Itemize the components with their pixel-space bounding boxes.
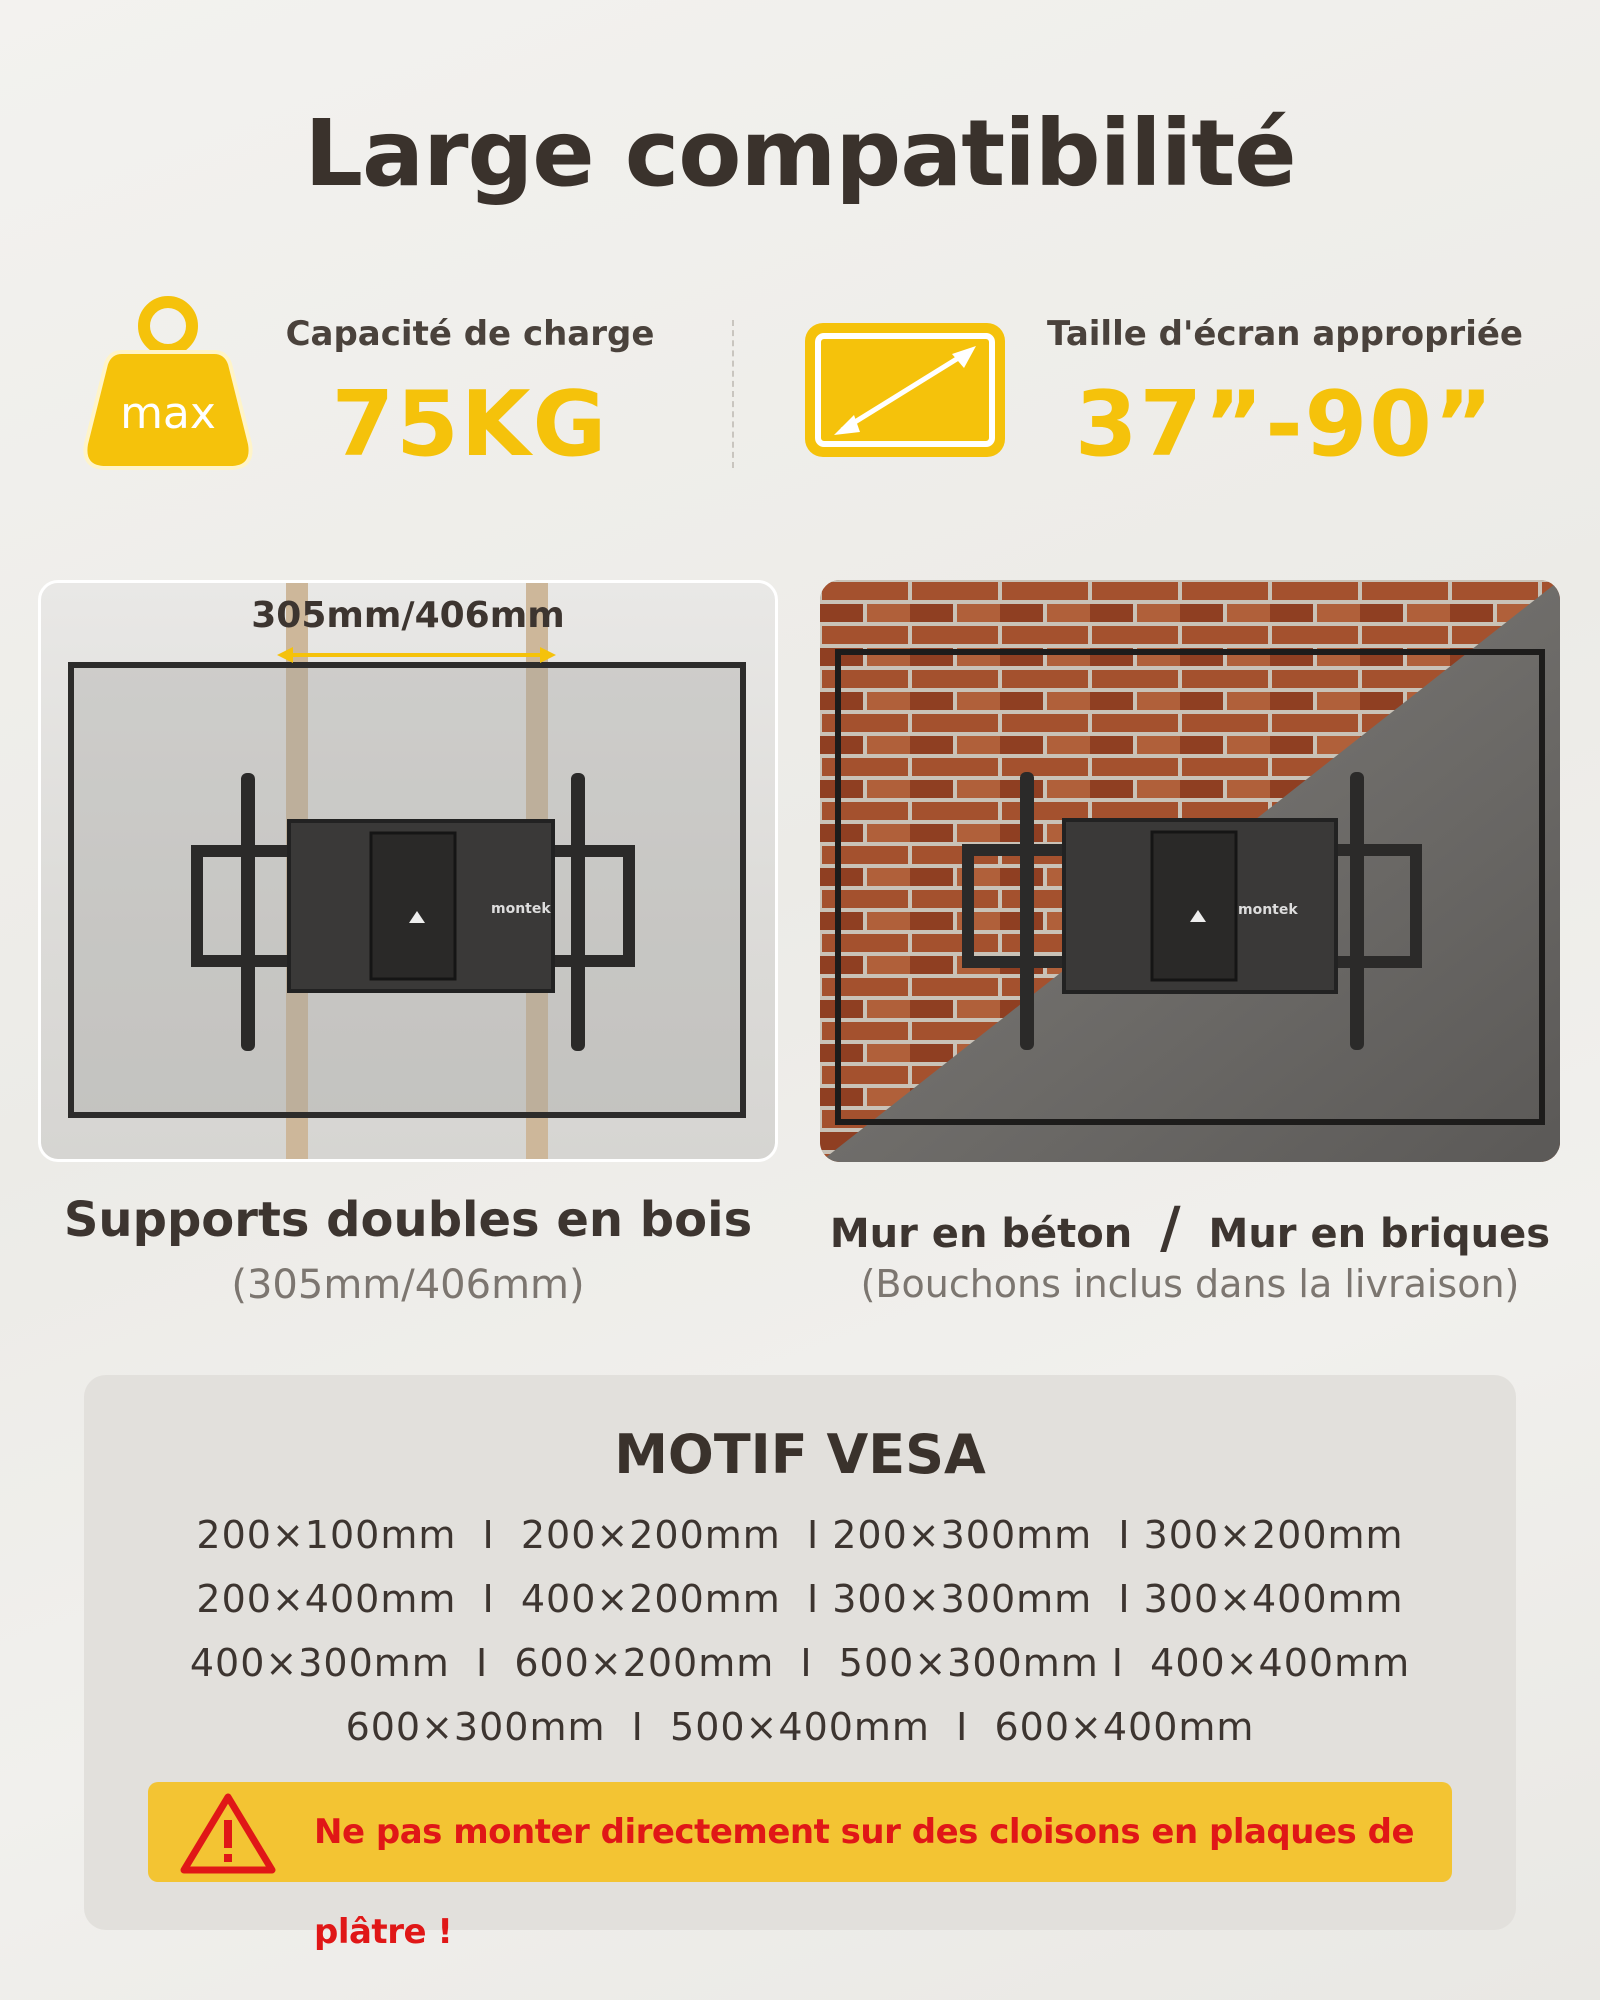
drywall-warning-text: Ne pas monter directement sur des cloisons en plaques de plâtre ! bbox=[314, 1812, 1415, 1952]
vesa-title: MOTIF VESA bbox=[614, 1423, 986, 1486]
mount-brand-logo: montek bbox=[491, 901, 551, 917]
wood-studs-subcaption: (305mm/406mm) bbox=[231, 1262, 585, 1308]
screen-size-value: 37”-90” bbox=[1074, 372, 1496, 477]
load-capacity-label: Capacité de charge bbox=[285, 314, 655, 354]
stud-spacing-measure: 305mm/406mm bbox=[251, 595, 565, 636]
wall-types-subcaption: (Bouchons inclus dans la livraison) bbox=[860, 1262, 1520, 1306]
wall-types-image bbox=[820, 580, 1560, 1162]
screen-size-label: Taille d'écran appropriée bbox=[1047, 314, 1523, 354]
wood-studs-caption: Supports doubles en bois bbox=[63, 1192, 753, 1248]
vesa-row: 600×300mm I 500×400mm I 600×400mm bbox=[345, 1705, 1255, 1749]
load-capacity-value: 75KG bbox=[331, 372, 609, 477]
drywall-warning-banner bbox=[148, 1782, 1452, 1952]
vesa-row: 200×400mm I 400×200mm I 300×300mm I 300×400mm bbox=[196, 1577, 1404, 1621]
spec-divider bbox=[732, 320, 734, 468]
weight-badge: max bbox=[120, 388, 216, 439]
vesa-pattern-box bbox=[84, 1375, 1516, 1952]
concrete-wall-label: Mur en béton bbox=[829, 1211, 1133, 1257]
wood-studs-image bbox=[38, 580, 778, 1162]
vesa-row: 200×100mm I 200×200mm I 200×300mm I 300×200mm bbox=[196, 1513, 1404, 1557]
wall-types-caption bbox=[820, 1196, 1560, 1261]
caption-separator: / bbox=[1160, 1196, 1181, 1261]
weight-max-icon bbox=[82, 292, 254, 477]
screen-diagonal-icon bbox=[802, 320, 1008, 460]
page-title: Large compatibilité bbox=[304, 100, 1296, 207]
mount-brand-logo: montek bbox=[1238, 902, 1298, 918]
vesa-row: 400×300mm I 600×200mm I 500×300mm I 400×400mm bbox=[189, 1641, 1411, 1685]
brick-wall-label: Mur en briques bbox=[1208, 1211, 1551, 1257]
warning-triangle-icon bbox=[180, 1792, 276, 1874]
